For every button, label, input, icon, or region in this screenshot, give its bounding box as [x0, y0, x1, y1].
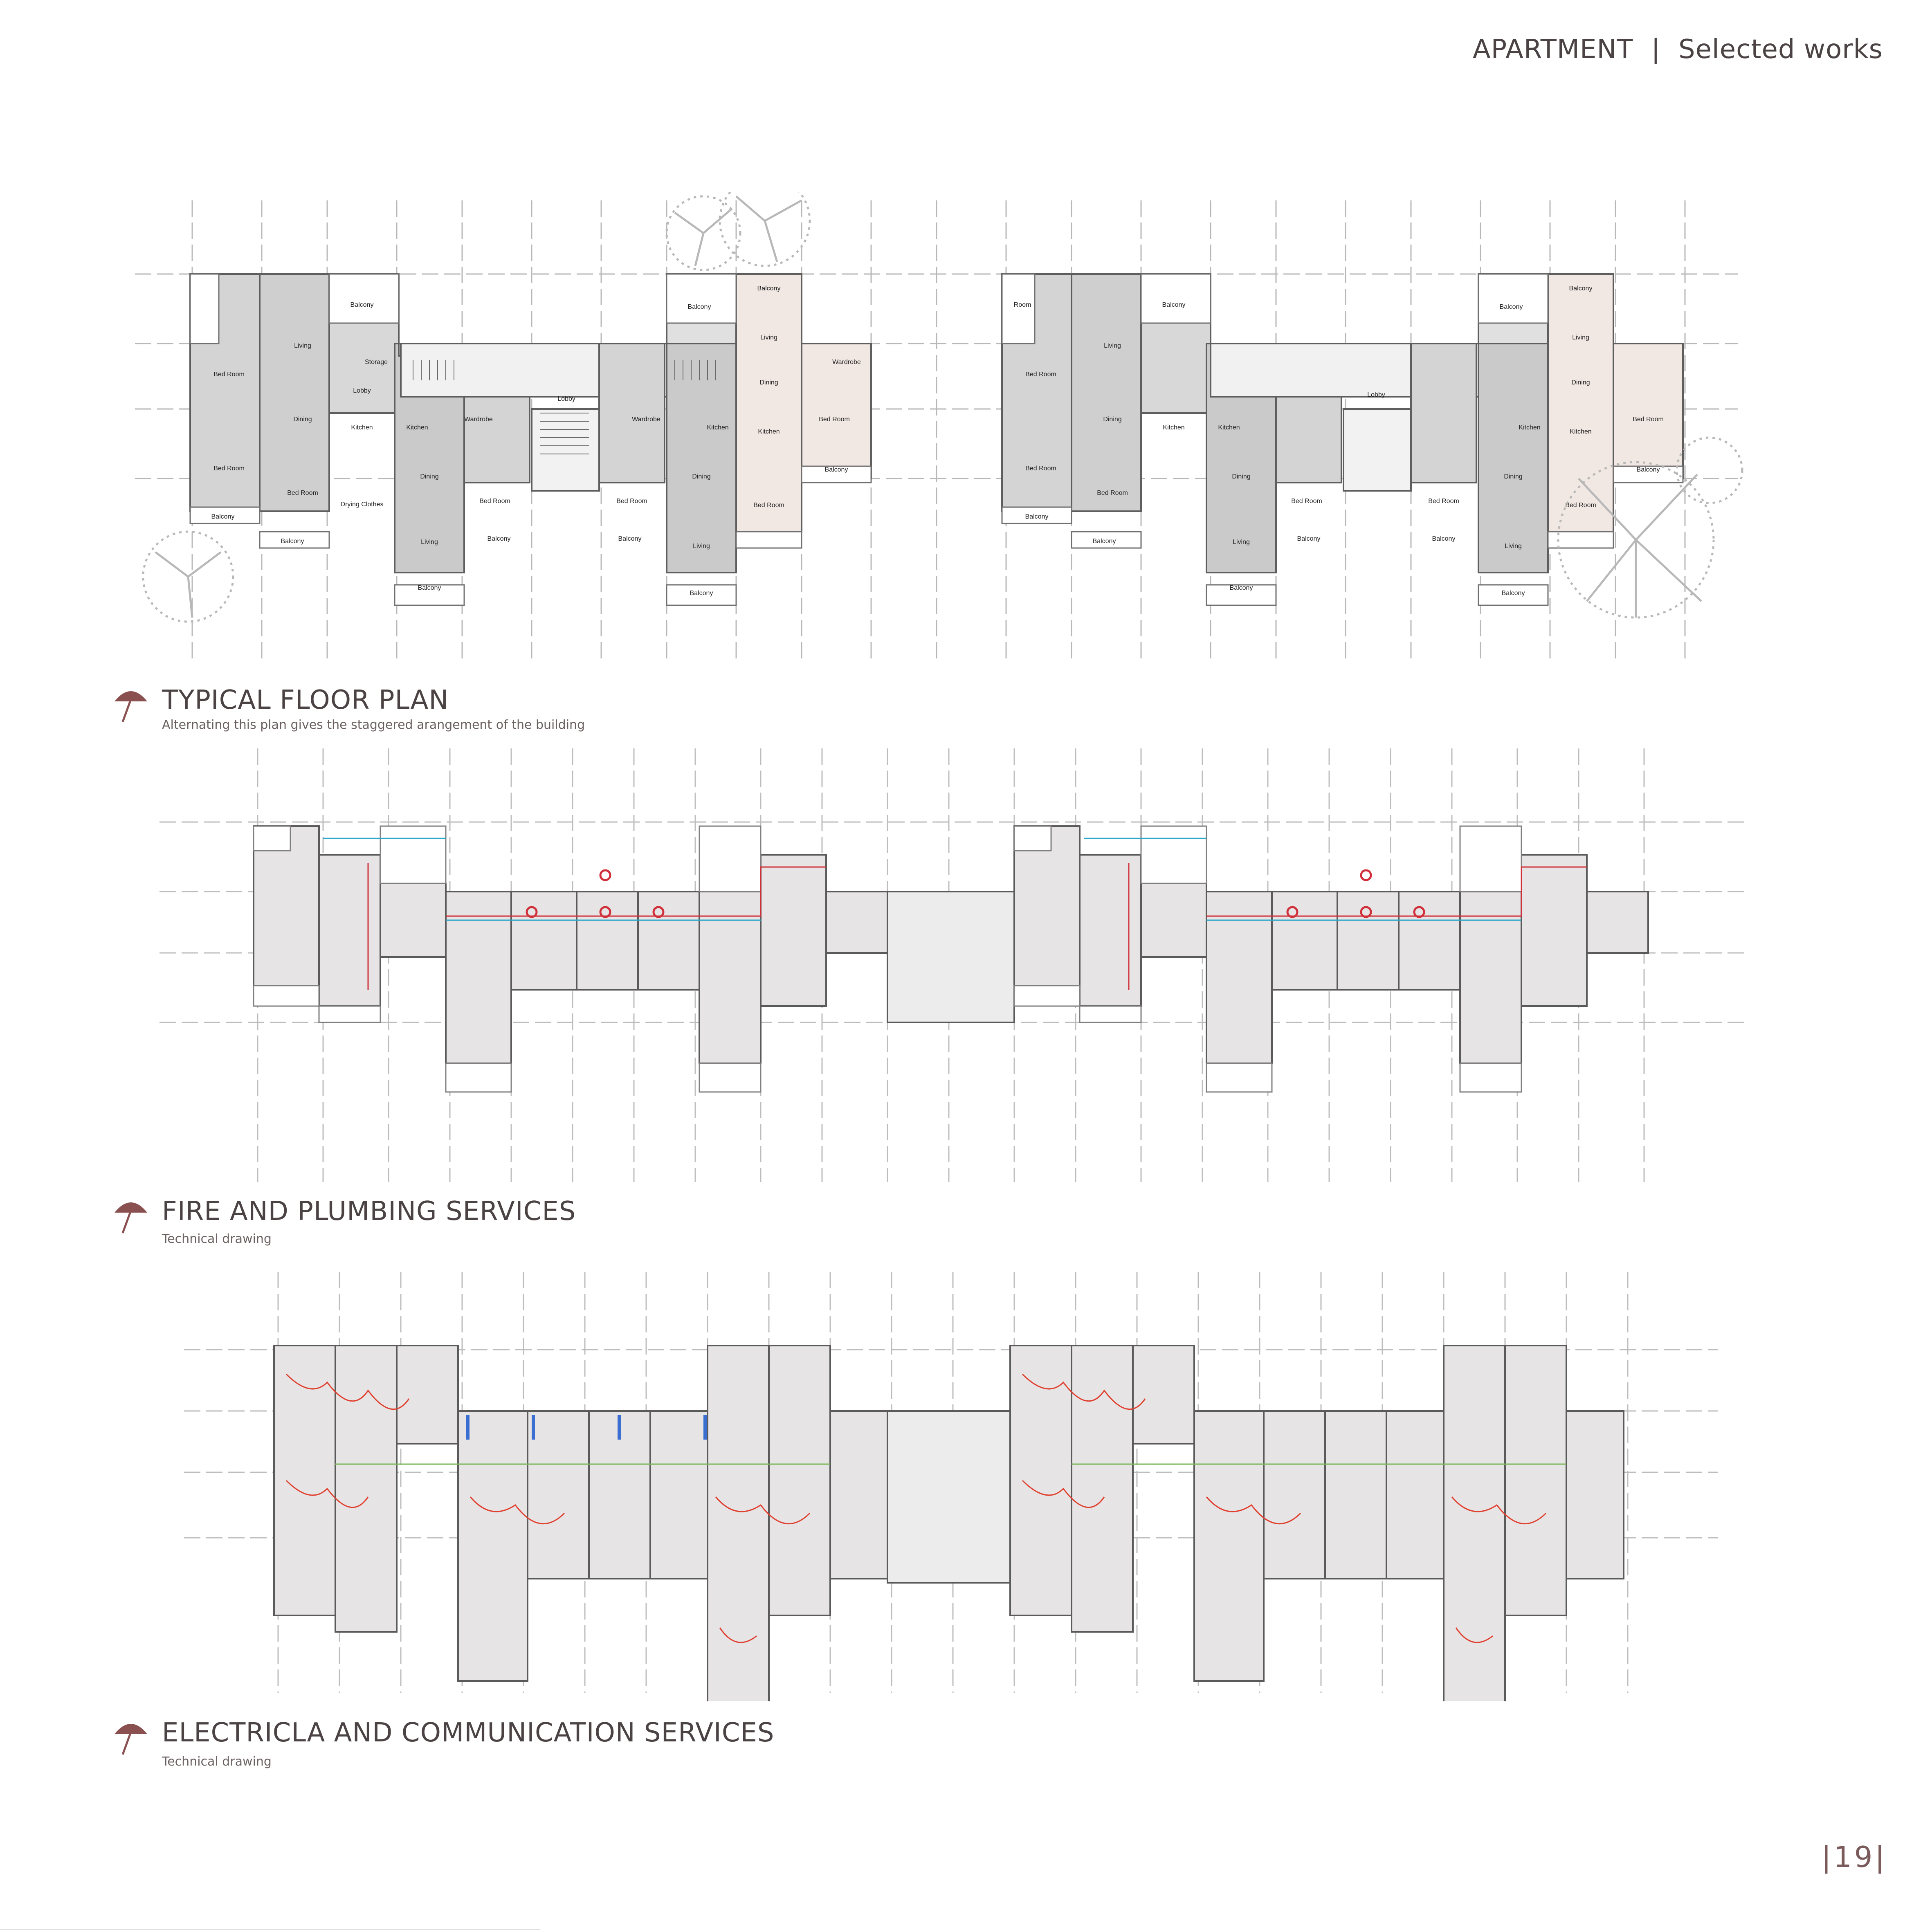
header-subtitle: Selected works	[1678, 34, 1883, 65]
label-bed-room: Bed Room	[1565, 502, 1596, 509]
label-kitchen: Kitchen	[758, 428, 780, 435]
label-living: Living	[1233, 539, 1250, 546]
label-wardrobe: Wardrobe	[464, 416, 493, 423]
section-subtitle-fire-plumbing: Technical drawing	[162, 1232, 272, 1246]
label-dining: Dining	[1504, 473, 1523, 480]
label-living: Living	[760, 334, 777, 341]
electrical-svg	[0, 1268, 1932, 1701]
typical-floor-plan-svg	[0, 192, 1932, 667]
label-bed-room: Bed Room	[1025, 371, 1056, 378]
label-balcony: Balcony	[824, 466, 848, 473]
label-bed-room: Bed Room	[753, 502, 784, 509]
label-dining: Dining	[420, 473, 439, 480]
label-balcony: Balcony	[1025, 513, 1049, 520]
label-dining: Dining	[1103, 416, 1122, 423]
label-living: Living	[1572, 334, 1589, 341]
label-balcony: Balcony	[690, 590, 713, 597]
label-bed-room: Bed Room	[616, 498, 647, 505]
label-wardrobe: Wardrobe	[632, 416, 660, 423]
label-kitchen: Kitchen	[707, 424, 729, 431]
label-balcony: Balcony	[281, 538, 304, 545]
label-bed-room: Bed Room	[1633, 416, 1664, 423]
label-balcony: Balcony	[1092, 538, 1116, 545]
section-subtitle-electrical: Technical drawing	[162, 1755, 272, 1769]
label-wardrobe: Wardrobe	[832, 359, 861, 366]
label-balcony: Balcony	[211, 513, 235, 520]
label-living: Living	[1505, 543, 1522, 550]
label-dining: Dining	[759, 379, 778, 386]
right-building	[1002, 274, 1683, 573]
label-bed-room: Bed Room	[1097, 490, 1128, 496]
label-room: Room	[1013, 301, 1031, 308]
electrical-drawing	[0, 1268, 1932, 1701]
label-kitchen: Kitchen	[1218, 424, 1240, 431]
label-kitchen: Kitchen	[1163, 424, 1185, 431]
section-title-electrical: ELECTRICLA AND COMMUNICATION SERVICES	[162, 1718, 775, 1748]
label-balcony: Balcony	[757, 285, 781, 292]
umbrella-icon	[110, 683, 151, 724]
page-number: |19|	[1821, 1840, 1887, 1874]
fire-plumbing-drawing	[0, 744, 1932, 1186]
label-balcony: Balcony	[1162, 301, 1186, 308]
section-title-fire-plumbing: FIRE AND PLUMBING SERVICES	[162, 1196, 576, 1227]
label-balcony: Balcony	[1501, 590, 1525, 597]
typical-floor-plan-drawing	[0, 192, 1932, 667]
label-living: Living	[1104, 342, 1121, 349]
label-lobby: Lobby	[557, 395, 575, 402]
label-bed-room: Bed Room	[287, 490, 318, 496]
label-balcony: Balcony	[1229, 584, 1253, 591]
label-kitchen: Kitchen	[1570, 428, 1592, 435]
label-living: Living	[294, 342, 311, 349]
label-dining: Dining	[1571, 379, 1590, 386]
header-separator: |	[1651, 34, 1660, 65]
label-drying-clothes: Drying Clothes	[340, 501, 384, 508]
label-balcony: Balcony	[418, 584, 441, 591]
label-living: Living	[693, 543, 710, 550]
section-subtitle-typical-floor-plan: Alternating this plan gives the staggered arangement of the building	[162, 718, 585, 732]
umbrella-icon	[110, 1194, 151, 1235]
fire-plumbing-svg	[0, 744, 1932, 1186]
label-bed-room: Bed Room	[213, 465, 245, 472]
label-kitchen: Kitchen	[406, 424, 428, 431]
label-storage: Storage	[364, 359, 388, 366]
label-kitchen: Kitchen	[1519, 424, 1541, 431]
label-bed-room: Bed Room	[479, 498, 510, 505]
label-balcony: Balcony	[618, 535, 642, 542]
label-bed-room: Bed Room	[1428, 498, 1459, 505]
label-kitchen: Kitchen	[351, 424, 373, 431]
label-balcony: Balcony	[687, 303, 711, 310]
page-header	[1473, 34, 1883, 65]
label-living: Living	[421, 539, 438, 546]
label-bed-room: Bed Room	[819, 416, 850, 423]
label-dining: Dining	[293, 416, 312, 423]
label-bed-room: Bed Room	[1291, 498, 1322, 505]
label-lobby: Lobby	[353, 387, 371, 394]
label-balcony: Balcony	[487, 535, 511, 542]
label-balcony: Balcony	[350, 301, 374, 308]
header-section: APARTMENT	[1472, 34, 1633, 65]
label-balcony: Balcony	[1499, 303, 1523, 310]
label-lobby: Lobby	[1367, 391, 1385, 398]
section-title-typical-floor-plan: TYPICAL FLOOR PLAN	[162, 685, 449, 715]
label-dining: Dining	[1232, 473, 1251, 480]
label-balcony: Balcony	[1569, 285, 1593, 292]
label-dining: Dining	[692, 473, 711, 480]
label-bed-room: Bed Room	[1025, 465, 1056, 472]
footer-divider	[0, 1929, 540, 1930]
label-bed-room: Bed Room	[213, 371, 245, 378]
label-balcony: Balcony	[1432, 535, 1456, 542]
label-balcony: Balcony	[1636, 466, 1660, 473]
umbrella-icon	[110, 1716, 151, 1757]
label-balcony: Balcony	[1297, 535, 1321, 542]
left-building	[190, 274, 871, 573]
